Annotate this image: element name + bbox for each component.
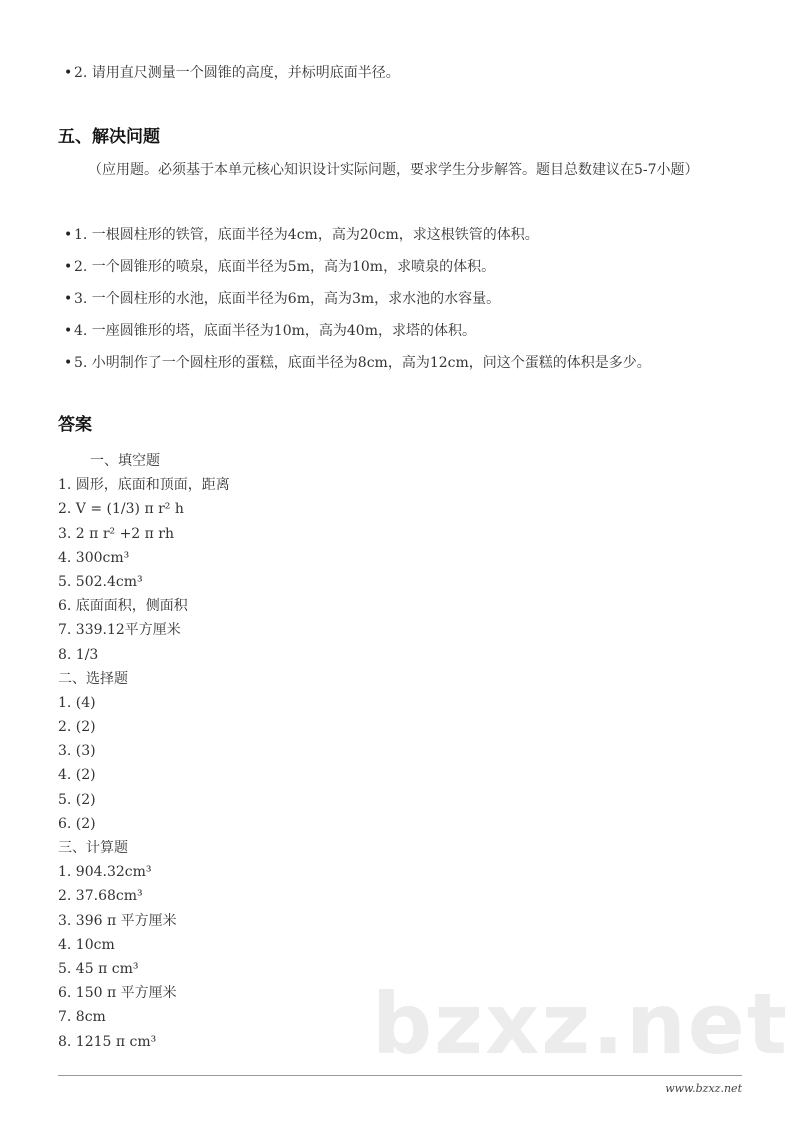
answer-line: 8. 1/3 — [58, 646, 99, 663]
answer-line: 6. (2) — [58, 815, 96, 832]
answer-line: 3. (3) — [58, 743, 96, 760]
answer-line: 6. 底面面积，侧面积 — [58, 598, 188, 615]
list-item: • 2. 请用直尺测量一个圆锥的高度，并标明底面半径。 — [74, 64, 400, 82]
watermark: bzxz.net — [372, 975, 789, 1073]
section-heading: 五、解决问题 — [58, 127, 160, 147]
answer-line: 1. (4) — [58, 694, 96, 711]
answer-line: 4. (2) — [58, 767, 96, 784]
footer-divider — [58, 1075, 742, 1076]
answer-line: 4. 300cm³ — [58, 549, 130, 566]
answers-list — [58, 449, 230, 1054]
answer-line: 2. 37.68cm³ — [58, 888, 143, 905]
list-item: • 4. 一座圆锥形的塔，底面半径为10m，高为40m，求塔的体积。 — [74, 322, 476, 340]
answer-line: 5. (2) — [58, 791, 96, 808]
answer-line: 6. 150 π 平方厘米 — [58, 985, 177, 1002]
answer-line: 2. (2) — [58, 719, 96, 736]
answer-subheading: 二、选择题 — [58, 670, 128, 687]
answer-line: 2. V = (1/3) π r² h — [58, 501, 184, 518]
list-item: • 5. 小明制作了一个圆柱形的蛋糕，底面半径为8cm，高为12cm，问这个蛋糕的体积是多少。 — [74, 354, 651, 372]
list-item: • 3. 一个圆柱形的水池，底面半径为6m，高为3m，求水池的水容量。 — [74, 290, 500, 308]
answer-line: 4. 10cm — [58, 936, 115, 953]
answer-subheading: 一、填空题 — [90, 453, 160, 469]
footer-url: www.bzxz.net — [665, 1082, 742, 1095]
answer-line: 1. 904.32cm³ — [58, 864, 152, 881]
answer-subheading: 三、计算题 — [58, 840, 128, 856]
list-item: • 2. 一个圆锥形的喷泉，底面半径为5m，高为10m，求喷泉的体积。 — [74, 258, 495, 276]
answer-line: 1. 圆形，底面和顶面，距离 — [58, 477, 230, 494]
answer-line: 7. 339.12平方厘米 — [58, 622, 181, 639]
section-note: （应用题。必须基于本单元核心知识设计实际问题，要求学生分步解答。题目总数建议在5-7小题） — [88, 162, 699, 178]
list-item: • 1. 一根圆柱形的铁管，底面半径为4cm，高为20cm，求这根铁管的体积。 — [74, 226, 539, 244]
answers-heading: 答案 — [58, 415, 92, 435]
answer-line: 8. 1215 π cm³ — [58, 1033, 157, 1050]
answer-line: 5. 502.4cm³ — [58, 573, 143, 590]
answer-line: 3. 2 π r² +2 π rh — [58, 525, 175, 542]
answer-line: 5. 45 π cm³ — [58, 960, 139, 977]
answer-line: 7. 8cm — [58, 1009, 106, 1026]
answer-line: 3. 396 π 平方厘米 — [58, 912, 177, 929]
